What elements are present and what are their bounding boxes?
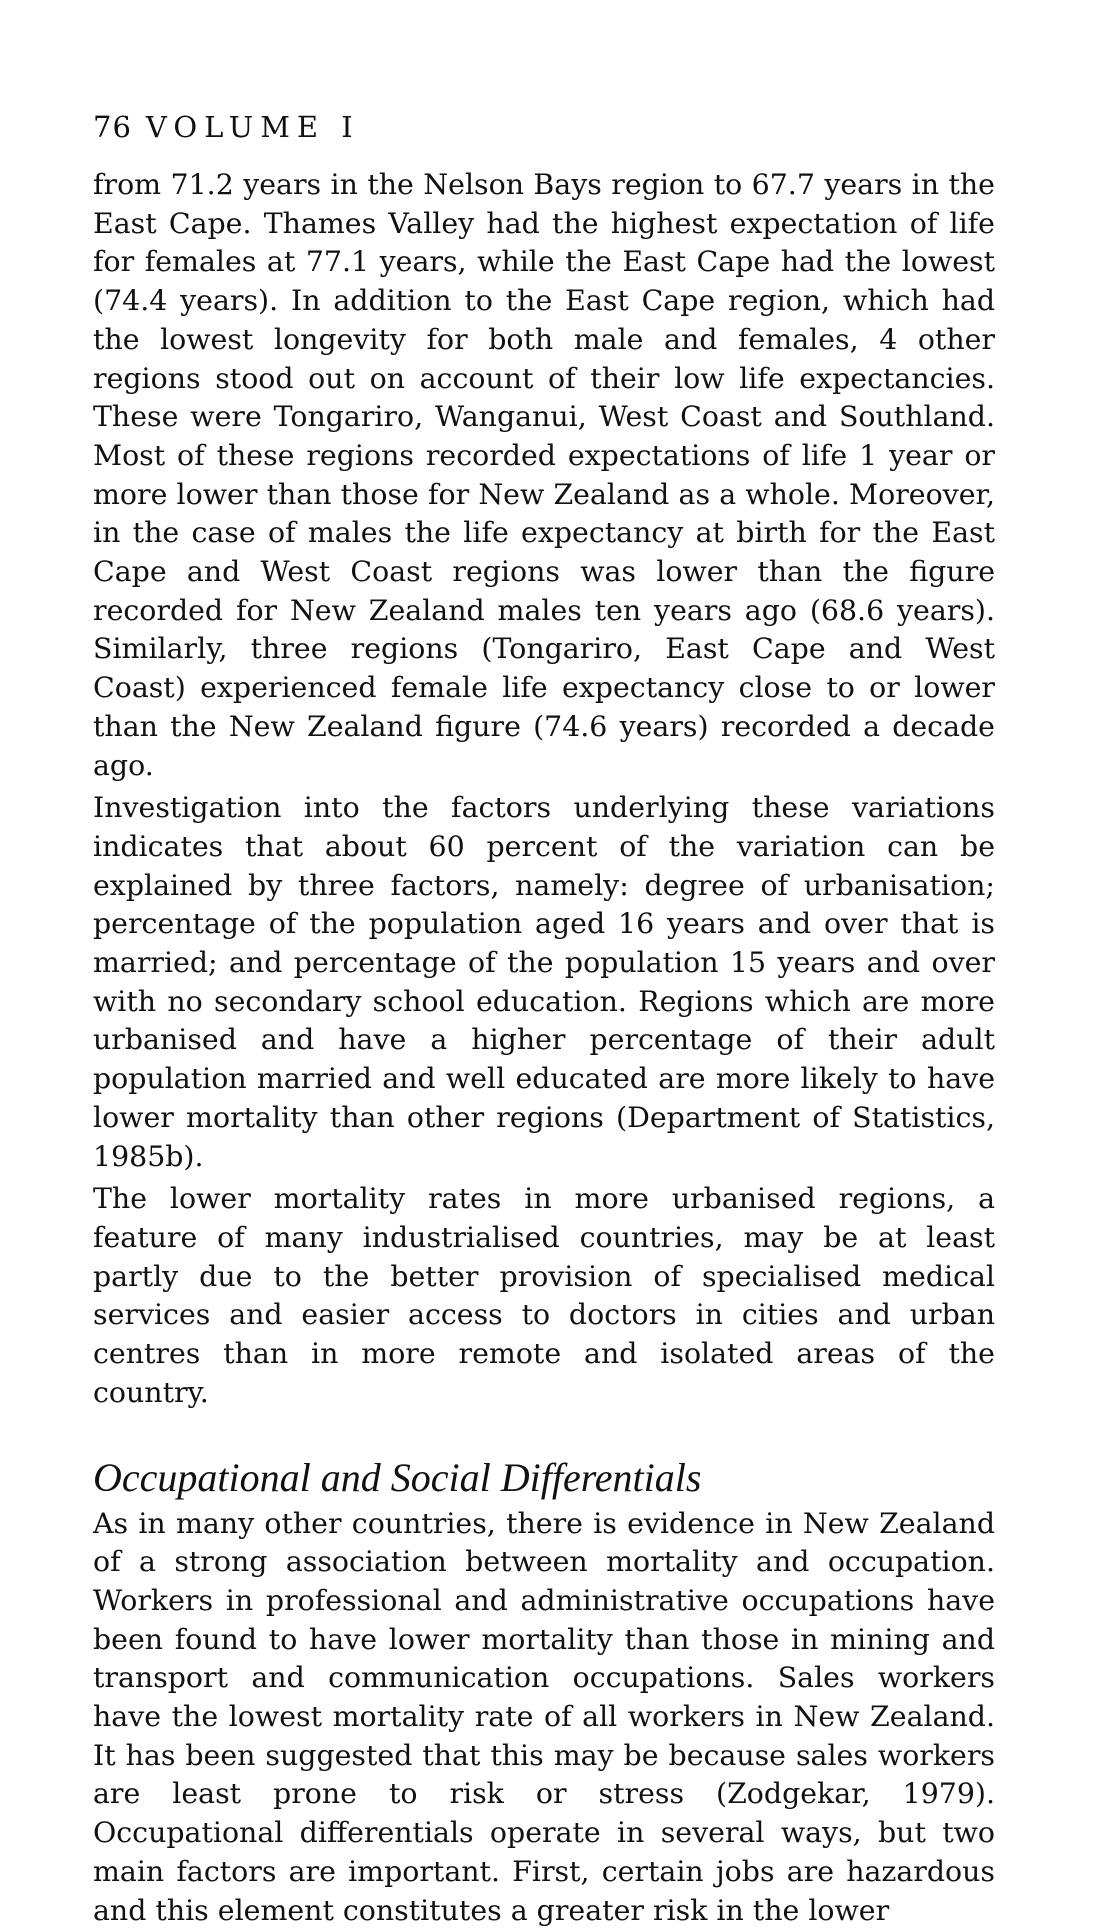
paragraph-variation-factors: Investigation into the factors underlying these variations indicates that about 60 percent of the variation can be explained by three factors, namely: degree of urbanisation; percentage of the population aged 16 years and over that is married; and percentage of the population 15 years and over with no secondary school education. Regions which are more urbanised and have a higher percentage of their adult population married and well educated are more likely to have lower mortality than other regions (Department of Statistics, 1985b). xyxy=(93,789,995,1176)
running-head xyxy=(93,108,995,146)
paragraph-urbanised-regions: The lower mortality rates in more urbanised regions, a feature of many industrialised countries, may be at least partly due to the better provision of specialised medical services and easier access to doctors in cities and urban centres than in more remote and isolated areas of the country. xyxy=(93,1180,995,1412)
page-number: 76 xyxy=(93,110,132,144)
paragraph-occupational-differentials: As in many other countries, there is evidence in New Zealand of a strong association between mortality and occupation. Workers in professional and administrative occupations have been found to have lower mortality than those in mining and transport and communication occupations. Sales workers have the lowest mortality rate of all workers in New Zealand. It has been suggested that this may be because sales workers are least prone to risk or stress (Zodgekar, 1979). Occupational differentials operate in several ways, but two main factors are important. First, certain jobs are hazardous and this element constitutes a greater risk in the lower xyxy=(93,1505,995,1930)
paragraph-regional-life-expectancy: from 71.2 years in the Nelson Bays region to 67.7 years in the East Cape. Thames Valley had the highest expectation of life for females at 77.1 years, while the East Cape had the lowest (74.4 years). In addition to the East Cape region, which had the lowest longevity for both male and females, 4 other regions stood out on account of their low life expectancies. These were Tongariro, Wanganui, West Coast and Southland. Most of these regions recorded expectations of life 1 year or more lower than those for New Zealand as a whole. Moreover, in the case of males the life expectancy at birth for the East Cape and West Coast regions was lower than the figure recorded for New Zealand males ten years ago (68.6 years). Similarly, three regions (Tongariro, East Cape and West Coast) experienced female life expectancy close to or lower than the New Zealand figure (74.6 years) recorded a decade ago. xyxy=(93,166,995,785)
volume-label: VOLUME I xyxy=(146,110,360,144)
book-page xyxy=(93,108,995,1930)
section-heading: Occupational and Social Differentials xyxy=(93,1455,995,1501)
